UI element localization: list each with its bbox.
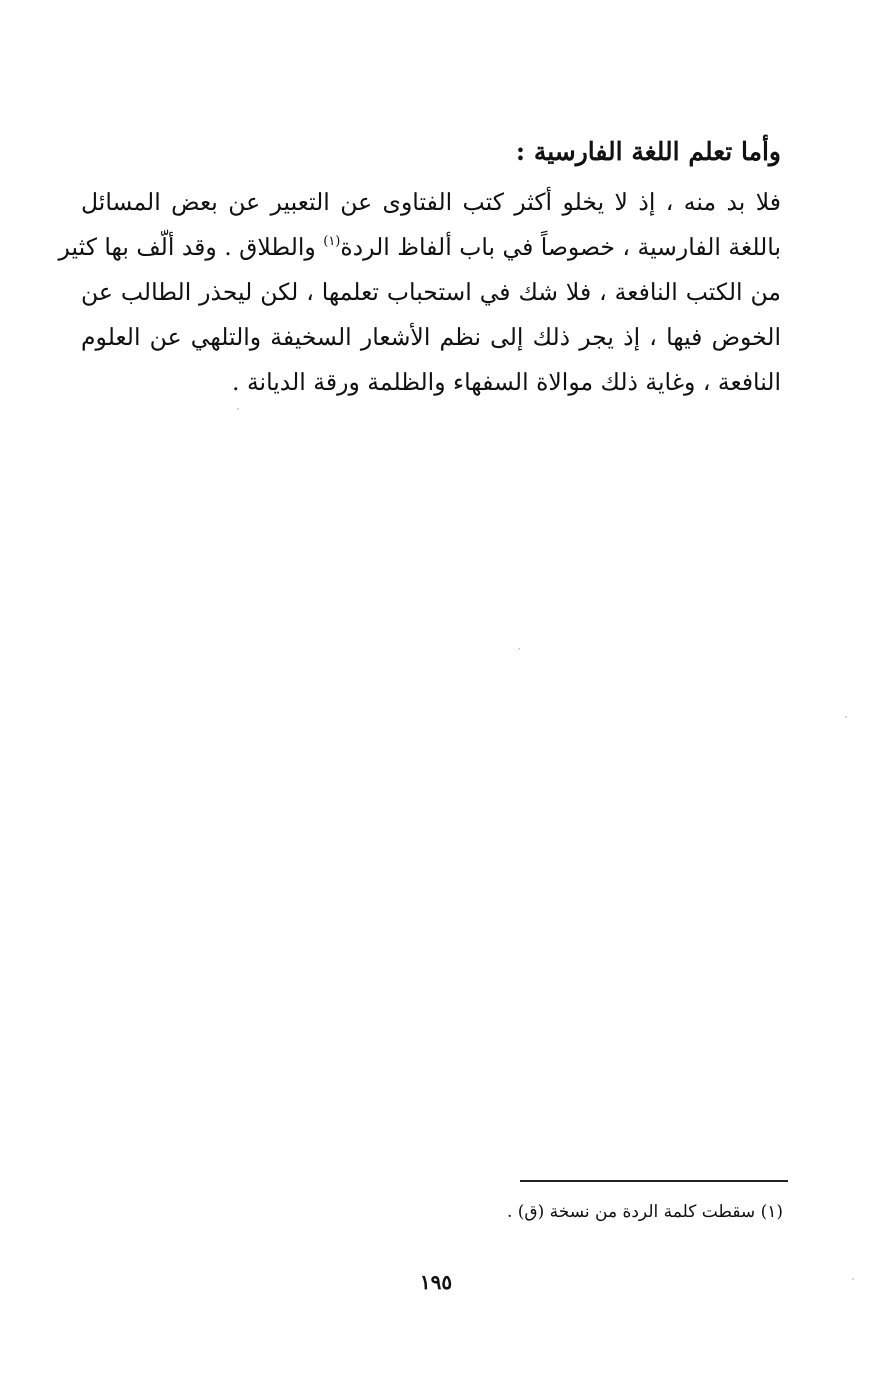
paragraph-line-3: من الكتب النافعة ، فلا شك في استحباب تعلمها ، لكن ليحذر الطالب عن — [81, 278, 781, 306]
page-number: ١٩٥ — [419, 1270, 453, 1294]
paragraph-line-4: الخوض فيها ، إذ يجر ذلك إلى نظم الأشعار السخيفة والتلهي عن العلوم — [81, 323, 781, 351]
paragraph-line-1: فلا بد منه ، إذ لا يخلو أكثر كتب الفتاوى عن التعبير عن بعض المسائل — [81, 188, 781, 216]
body-paragraph — [58, 180, 781, 405]
paragraph-line-5: النافعة ، وغاية ذلك موالاة السفهاء والظلمة ورقة الديانة . — [232, 368, 781, 396]
paragraph-line-2 — [58, 225, 781, 270]
paragraph-line-2-start: باللغة الفارسية ، خصوصاً في باب ألفاظ الردة — [340, 233, 781, 261]
footnote-reference-marker: (١) — [323, 234, 341, 249]
footnote-divider — [520, 1180, 788, 1182]
footnote-text: (١) سقطت كلمة الردة من نسخة (ق) . — [506, 1202, 783, 1222]
scan-speck — [845, 716, 847, 718]
section-heading: وأما تعلم اللغة الفارسية : — [515, 137, 781, 166]
scan-speck — [518, 648, 520, 650]
scan-speck — [852, 1278, 854, 1280]
scan-speck — [237, 408, 239, 410]
paragraph-line-2-end: والطلاق . وقد ألّف بها كثير — [58, 233, 316, 261]
